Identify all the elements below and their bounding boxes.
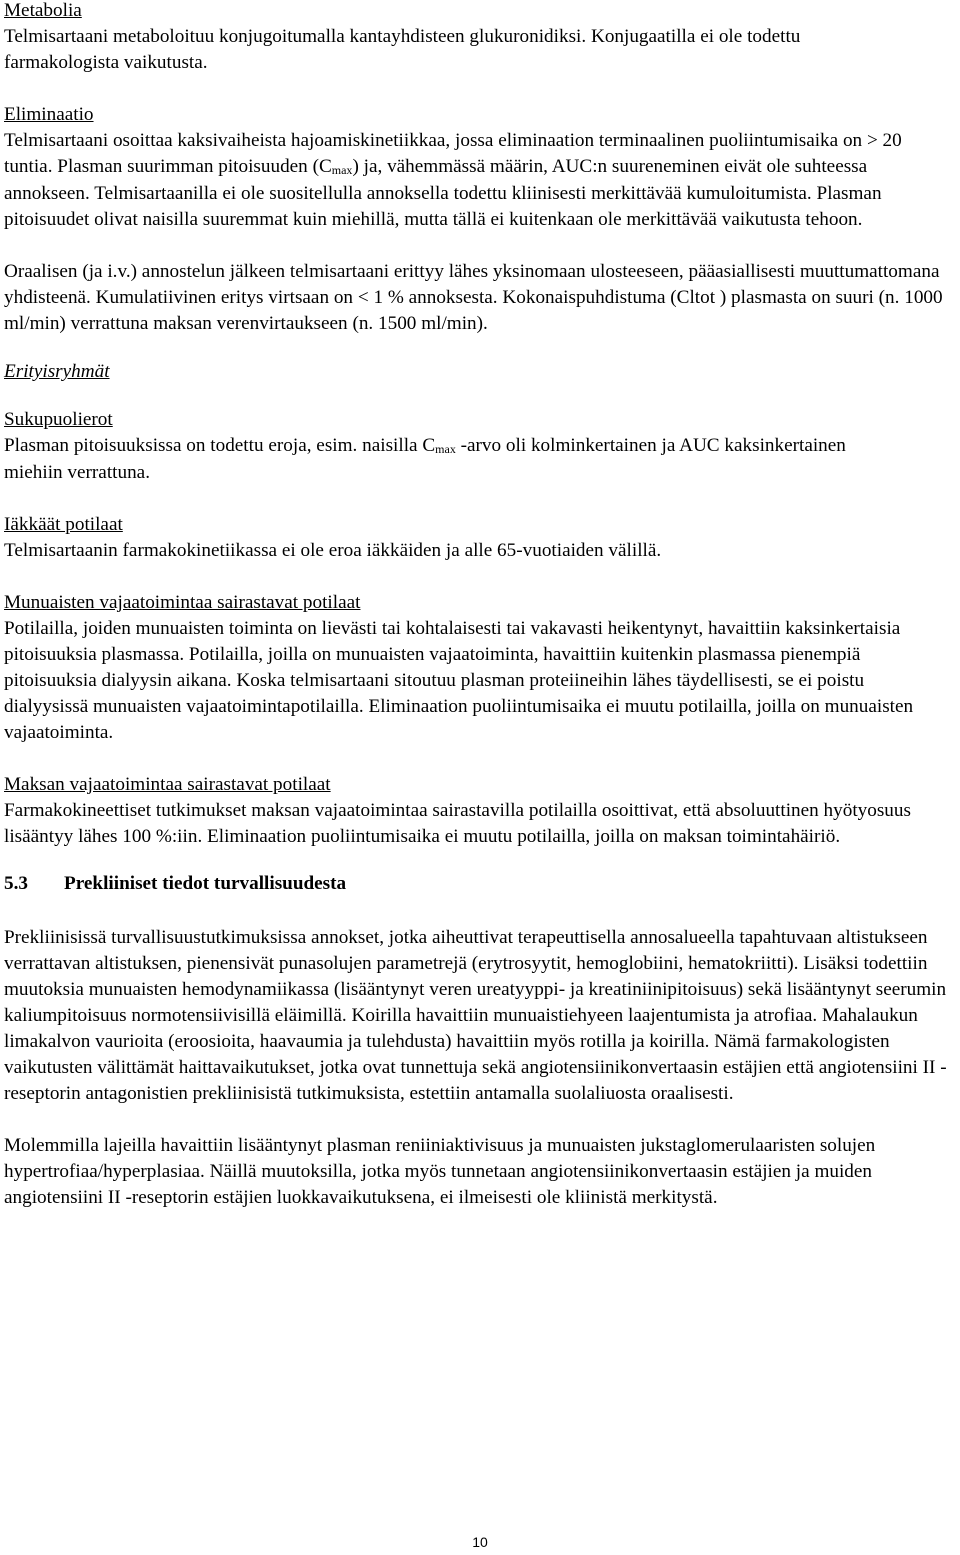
eliminaatio-text-a: Telmisartaani osoittaa kaksivaiheista hajoamiskinetiikkaa, jossa eliminaation terminaalinen puoliintumisaika on > 20 tuntia. Plasman suurimman pitoisuuden (C: [4, 130, 902, 177]
eliminaatio-text-b: ) ja, vähemmässä määrin, AUC:n suureneminen eivät ole suhteessa annokseen. Telmisartaanilla ei ole suositellulla annoksella todettu kliinisesti merkittävää kumuloitumista. Plasman pitoisuudet olivat naisilla suuremmat kuin miehillä, mutta tällä ei kuitenkaan ole merkittävää vaikutusta tehoon.: [4, 156, 882, 230]
section-title-eliminaatio: Eliminaatio: [4, 104, 94, 125]
section-title-sukupuolierot: Sukupuolierot: [4, 409, 113, 430]
section-title-maksa: Maksan vajaatoimintaa sairastavat potilaat: [4, 774, 331, 795]
section-title-iakkaat: Iäkkäät potilaat: [4, 514, 123, 535]
paragraph-eliminaatio-2: Oraalisen (ja i.v.) annostelun jälkeen telmisartaani erittyy lähes yksinomaan ulosteeseen, pääasiallisesti muuttumattomana yhdisteenä. Kumulatiivinen eritys virtsaan on < 1 % annoksesta. Kokonaispuhdistuma (Cltot ) plasmasta on suuri (n. 1000 ml/min) verrattuna maksan verenvirtaukseen (n. 1500 ml/min).: [4, 261, 943, 334]
paragraph-preclinical-1: Prekliinisissä turvallisuustutkimuksissa annokset, jotka aiheuttivat terapeuttisella annosalueella tapahtuvaan altistukseen verrattavan altistuksen, pienensivät punasolujen parametrejä (erytrosyytit, hemoglobiini, hematokriitti). Lisäksi todettiin muutoksia munuaisten hemodynamiikassa (lisääntynyt veren ureatyyppi- ja kreatiniinipitoisuus) sekä lisääntynyt seerumin kaliumpitoisuus normotensiivisillä eläimillä. Koirilla havaittiin munuaistiehyeen laajentumista ja atrofiaa. Mahalaukun limakalvon vaurioita (eroosioita, haavaumia ja tulehdusta) havaittiin myös rotilla ja koirilla. Nämä farmakologisten vaikutusten välittämät haittavaikutukset, jotka ovat tunnettuja sekä angiotensiinikonvertaasin estäjien että angiotensiini II -reseptorin antagonistien prekliinisistä tutkimuksista, estettiin antamalla suolaliuosta oraalisesti.: [4, 927, 947, 1104]
section-heading-title: Prekliiniset tiedot turvallisuudesta: [64, 873, 347, 894]
section-number: 5.3: [4, 873, 28, 894]
paragraph-metabolia: Telmisartaani metaboloituu konjugoitumalla kantayhdisteen glukuronidiksi. Konjugaatilla ei ole todettu farmakologista vaikutusta.: [4, 26, 801, 73]
section-title-erityisryhmat: Erityisryhmät: [4, 361, 110, 382]
document-page: [4, 0, 956, 1211]
paragraph-munuaiset: Potilailla, joiden munuaisten toiminta on lievästi tai kohtalaisesti tai vakavasti heikentynyt, havaittiin kaksinkertaisia pitoisuuksia plasmassa. Potilailla, joilla on munuaisten vajaatoiminta, havaittiin kuitenkin plasmassa pienempiä pitoisuuksia dialyysin aikana. Koska telmisartaani sitoutuu plasman proteiineihin lähes täydellisesti, se ei poistu dialyysissä munuaisten vajaatoimintapotilailla. Eliminaation puoliintumisaika ei muutu potilailla, joilla on munuaisten vajaatoiminta.: [4, 618, 914, 743]
paragraph-sukupuolierot: [4, 433, 904, 486]
subscript-max: max: [331, 163, 353, 177]
paragraph-preclinical-2: Molemmilla lajeilla havaittiin lisääntynyt plasman reniiniaktivisuus ja munuaisten jukstaglomerulaaristen solujen hypertrofiaa/hyperplasiaa. Näillä muutoksilla, jotka myös tunnetaan angiotensiinikonvertaasin estäjien ja muiden angiotensiini II -reseptorin estäjien luokkavaikutuksena, ei ilmeisesti ole kliinistä merkitystä.: [4, 1135, 876, 1208]
section-heading-5-3: [4, 871, 956, 897]
section-title-metabolia: Metabolia: [4, 0, 82, 21]
sukupuolierot-text-a: Plasman pitoisuuksissa on todettu eroja, esim. naisilla C: [4, 435, 436, 456]
section-title-munuaiset: Munuaisten vajaatoimintaa sairastavat potilaat: [4, 592, 361, 613]
paragraph-eliminaatio-1: [4, 128, 949, 233]
paragraph-iakkaat: Telmisartaanin farmakokinetiikassa ei ole eroa iäkkäiden ja alle 65-vuotiaiden välillä.: [4, 540, 662, 561]
sukupuolierot-text-b: -arvo oli kolminkertainen ja AUC kaksinkertainen miehiin verrattuna.: [4, 435, 846, 483]
subscript-max-2: max: [435, 442, 456, 456]
page-number: 10: [472, 1534, 488, 1550]
paragraph-maksa: Farmakokineettiset tutkimukset maksan vajaatoimintaa sairastavilla potilailla osoittivat, että absoluuttinen hyötyosuus lisääntyy lähes 100 %:iin. Eliminaation puoliintumisaika ei muutu potilailla, joilla on maksan toimintahäiriö.: [4, 800, 911, 847]
